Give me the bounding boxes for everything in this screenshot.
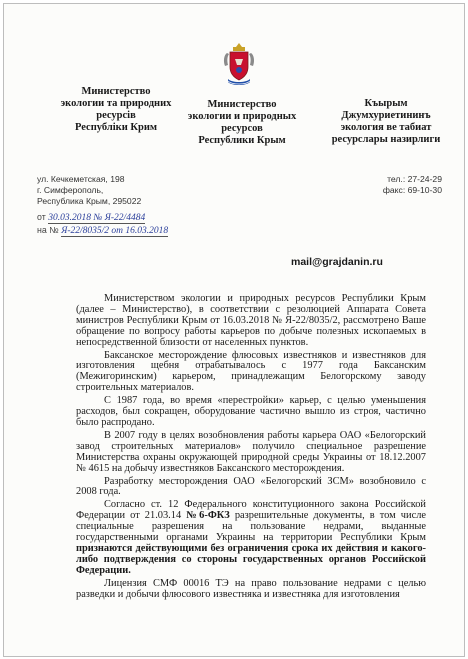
outgoing-reg-line: от 30.03.2018 № Я-22/4484 [37,212,146,223]
letter-page [3,3,465,657]
paragraph: С 1987 года, во время «перестройки» карьер, с целью уменьшения расходов, был сокращен, оборудование частично вышло из строя, частично было распродано. [76,395,426,428]
paragraph: Лицензия СМФ 00016 ТЭ на право пользование недрами с целью разведки и добычи флюсового известняка и известняка для изготовления [76,577,426,600]
header-ministry-ukrainian: Министерство экологии та природних ресурсів Республіки Крим [60,86,172,133]
incoming-reg-number: Я-22/8035/2 от 16.03.2018 [61,226,169,236]
header-ministry-russian: Министерство экологии и природных ресурсов Республики Крым [187,99,297,146]
incoming-reg-line: на № Я-22/8035/2 от 16.03.2018 [37,225,169,236]
recipient-email: mail@grajdanin.ru [291,256,383,268]
ministry-address: ул. Кечкеметская, 198 г. Симферополь, Республика Крым, 295022 [37,174,142,206]
crimea-coat-of-arms-icon [222,41,256,87]
paragraph: Разработку месторождения ОАО «Белогорский ЗСМ» возобновило с 2008 года. [76,475,426,498]
letter-body [76,294,426,602]
outgoing-reg-number: 30.03.2018 № Я-22/4484 [48,213,146,223]
paragraph: Согласно ст. 12 Федерального конституционного закона Российской Федерации от 21.03.14 №6-ФКЗ разрешительные документы, в том числе специальные разрешения на пользование недрами, выданные государственными органами Украины на территории Республики Крым признаются действующими без ограничения срока их действия и какого-либо подтверждения со стороны государственных органов Российской Федерации. [76,499,426,576]
paragraph: Министерством экологии и природных ресурсов Республики Крым (далее – Министерство), в соответствии с резолюцией Аппарата Совета министров Республики Крым от 16.03.2018 № Я-22/8035/2, рассмотрено Ваше обращение по вопросу работы карьеров по добыче полезных ископаемых в непосредственной близости от населенных пунктов. [76,293,426,348]
ministry-phones: тел.: 27-24-29 факс: 69-10-30 [382,174,442,195]
paragraph: В 2007 году в целях возобновления работы карьера ОАО «Белогорский завод строительных материалов» получило специальное разрешение Министерства охраны окружающей природной среды Украины от 18.12.2007 № 4615 на добычу известняков Баксанского месторождения. [76,429,426,474]
paragraph: Баксанское месторождение флюсовых известняков и известняков для изготовления щебня отрабатывалось с 1977 года Баксанским (Межигоринским) карьером, принадлежащим Белогорскому заводу строительных материалов. [76,349,426,394]
header-ministry-crimean-tatar: Къырым Джумхуриетининъ экология ве табиат ресурслары назирлиги [331,98,441,145]
